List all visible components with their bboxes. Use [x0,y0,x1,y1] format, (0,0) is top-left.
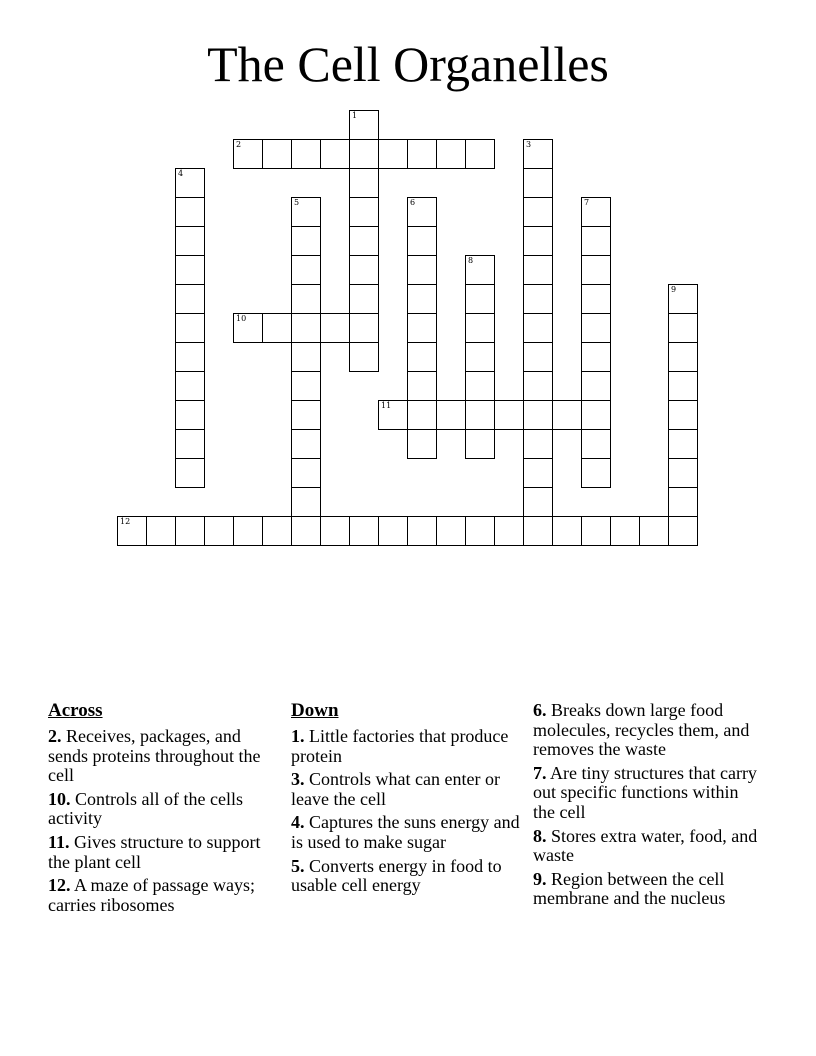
grid-cell[interactable] [378,139,408,169]
grid-cell[interactable] [581,255,611,285]
grid-cell[interactable] [668,429,698,459]
grid-cell[interactable] [407,226,437,256]
grid-cell[interactable] [262,139,292,169]
grid-cell[interactable] [407,516,437,546]
grid-cell[interactable] [581,197,611,227]
grid-cell[interactable] [349,255,379,285]
grid-cell[interactable] [349,284,379,314]
cell-number: 7 [584,198,590,207]
grid-cell[interactable] [175,284,205,314]
across-clue: 12. A maze of passage ways; carries ribosomes [48,875,255,915]
grid-cell[interactable] [175,429,205,459]
grid-cell[interactable] [610,516,640,546]
cell-number: 4 [178,169,184,178]
down-clue: 7. Are tiny structures that carry out specific functions within the cell [533,762,757,822]
grid-cell[interactable] [378,516,408,546]
grid-cell[interactable] [523,371,553,401]
grid-cell[interactable] [523,313,553,343]
grid-cell[interactable] [494,400,524,430]
grid-cell[interactable] [494,516,524,546]
grid-cell[interactable] [349,168,379,198]
grid-cell[interactable] [581,371,611,401]
grid-cell[interactable] [523,342,553,372]
grid-cell[interactable] [407,371,437,401]
grid-cell[interactable] [465,342,495,372]
grid-cell[interactable] [436,400,466,430]
grid-cell[interactable] [639,516,669,546]
grid-cell[interactable] [204,516,234,546]
grid-cell[interactable] [581,313,611,343]
grid-cell[interactable] [523,458,553,488]
grid-cell[interactable] [233,139,263,169]
grid-cell[interactable] [465,516,495,546]
cell-number: 9 [671,285,677,294]
cell-number: 11 [381,401,392,410]
grid-cell[interactable] [523,255,553,285]
grid-cell[interactable] [407,313,437,343]
grid-cell[interactable] [349,342,379,372]
down-heading: Down [291,700,339,721]
across-clue: 2. Receives, packages, and sends proteins throughout the cell [48,726,261,786]
grid-cell[interactable] [581,284,611,314]
grid-cell[interactable] [175,371,205,401]
grid-cell[interactable] [175,255,205,285]
across-heading: Across [48,700,103,721]
grid-cell[interactable] [291,429,321,459]
grid-cell[interactable] [349,516,379,546]
grid-cell[interactable] [668,313,698,343]
cell-number: 6 [410,198,416,207]
grid-cell[interactable] [436,516,466,546]
cell-number: 1 [352,111,358,120]
grid-cell[interactable] [320,516,350,546]
grid-cell[interactable] [523,284,553,314]
grid-cell[interactable] [349,139,379,169]
grid-cell[interactable] [378,400,408,430]
down-clue: 6. Breaks down large food molecules, recycles them, and removes the waste [533,700,750,760]
grid-cell[interactable] [523,197,553,227]
grid-cell[interactable] [668,371,698,401]
grid-cell[interactable] [552,400,582,430]
grid-cell[interactable] [291,371,321,401]
grid-cell[interactable] [523,516,553,546]
grid-cell[interactable] [407,342,437,372]
grid-cell[interactable] [146,516,176,546]
down-clues [291,701,523,900]
grid-cell[interactable] [291,313,321,343]
grid-cell[interactable] [407,197,437,227]
grid-cell[interactable] [117,516,147,546]
grid-cell[interactable] [523,139,553,169]
grid-cell[interactable] [581,400,611,430]
grid-cell[interactable] [175,342,205,372]
down-clue: 1. Little factories that produce protein [291,726,509,766]
grid-cell[interactable] [262,516,292,546]
grid-cell[interactable] [523,168,553,198]
grid-cell[interactable] [465,139,495,169]
grid-cell[interactable] [465,371,495,401]
across-clue: 10. Controls all of the cells activity [48,788,243,829]
grid-cell[interactable] [436,139,466,169]
grid-cell[interactable] [523,400,553,430]
grid-cell[interactable] [175,197,205,227]
grid-cell[interactable] [233,516,263,546]
cell-number: 5 [294,198,300,207]
cell-number: 12 [120,517,131,526]
grid-cell[interactable] [291,400,321,430]
grid-cell[interactable] [233,313,263,343]
grid-cell[interactable] [291,226,321,256]
down-clue: 4. Captures the suns energy and is used to make sugar [291,812,520,852]
grid-cell[interactable] [291,197,321,227]
grid-cell[interactable] [581,516,611,546]
puzzle-title: The Cell Organelles [207,36,609,92]
grid-cell[interactable] [175,313,205,343]
grid-cell[interactable] [320,139,350,169]
grid-cell[interactable] [291,255,321,285]
grid-cell[interactable] [320,313,350,343]
cell-number: 2 [236,140,242,149]
grid-cell[interactable] [523,429,553,459]
grid-cell[interactable] [291,284,321,314]
grid-cell[interactable] [291,487,321,517]
grid-cell[interactable] [668,342,698,372]
grid-cell[interactable] [668,284,698,314]
across-clues [48,701,274,919]
grid-cell[interactable] [668,400,698,430]
grid-cell[interactable] [175,226,205,256]
grid-cell[interactable] [262,313,292,343]
across-clue: 11. Gives structure to support the plant cell [48,831,261,872]
grid-cell[interactable] [175,458,205,488]
grid-cell[interactable] [581,226,611,256]
grid-cell[interactable] [175,400,205,430]
grid-cell[interactable] [407,400,437,430]
grid-cell[interactable] [581,342,611,372]
grid-cell[interactable] [407,429,437,459]
grid-cell[interactable] [175,516,205,546]
grid-cell[interactable] [668,458,698,488]
grid-cell[interactable] [668,516,698,546]
grid-cell[interactable] [668,487,698,517]
grid-cell[interactable] [349,226,379,256]
down-clue: 3. Controls what can enter or leave the cell [291,769,500,809]
grid-cell[interactable] [552,516,582,546]
grid-cell[interactable] [349,313,379,343]
grid-cell[interactable] [175,168,205,198]
cell-number: 8 [468,256,474,265]
cell-number: 3 [526,140,532,149]
grid-cell[interactable] [523,487,553,517]
grid-cell[interactable] [291,139,321,169]
grid-cell[interactable] [465,284,495,314]
down-clue: 5. Converts energy in food to usable cell energy [291,855,502,896]
grid-cell[interactable] [465,313,495,343]
grid-cell[interactable] [581,458,611,488]
grid-cell[interactable] [465,400,495,430]
grid-cell[interactable] [291,516,321,546]
cell-number: 10 [236,314,247,323]
grid-cell[interactable] [465,429,495,459]
grid-cell[interactable] [407,284,437,314]
grid-cell[interactable] [349,110,379,140]
grid-cell[interactable] [291,458,321,488]
down-clue: 9. Region between the cell membrane and the nucleus [533,868,726,909]
grid-cell[interactable] [349,197,379,227]
grid-cell[interactable] [291,342,321,372]
grid-cell[interactable] [407,139,437,169]
down-clues-continued [533,701,763,913]
down-clue: 8. Stores extra water, food, and waste [533,825,758,866]
grid-cell[interactable] [581,429,611,459]
grid-cell[interactable] [465,255,495,285]
grid-cell[interactable] [407,255,437,285]
grid-cell[interactable] [523,226,553,256]
